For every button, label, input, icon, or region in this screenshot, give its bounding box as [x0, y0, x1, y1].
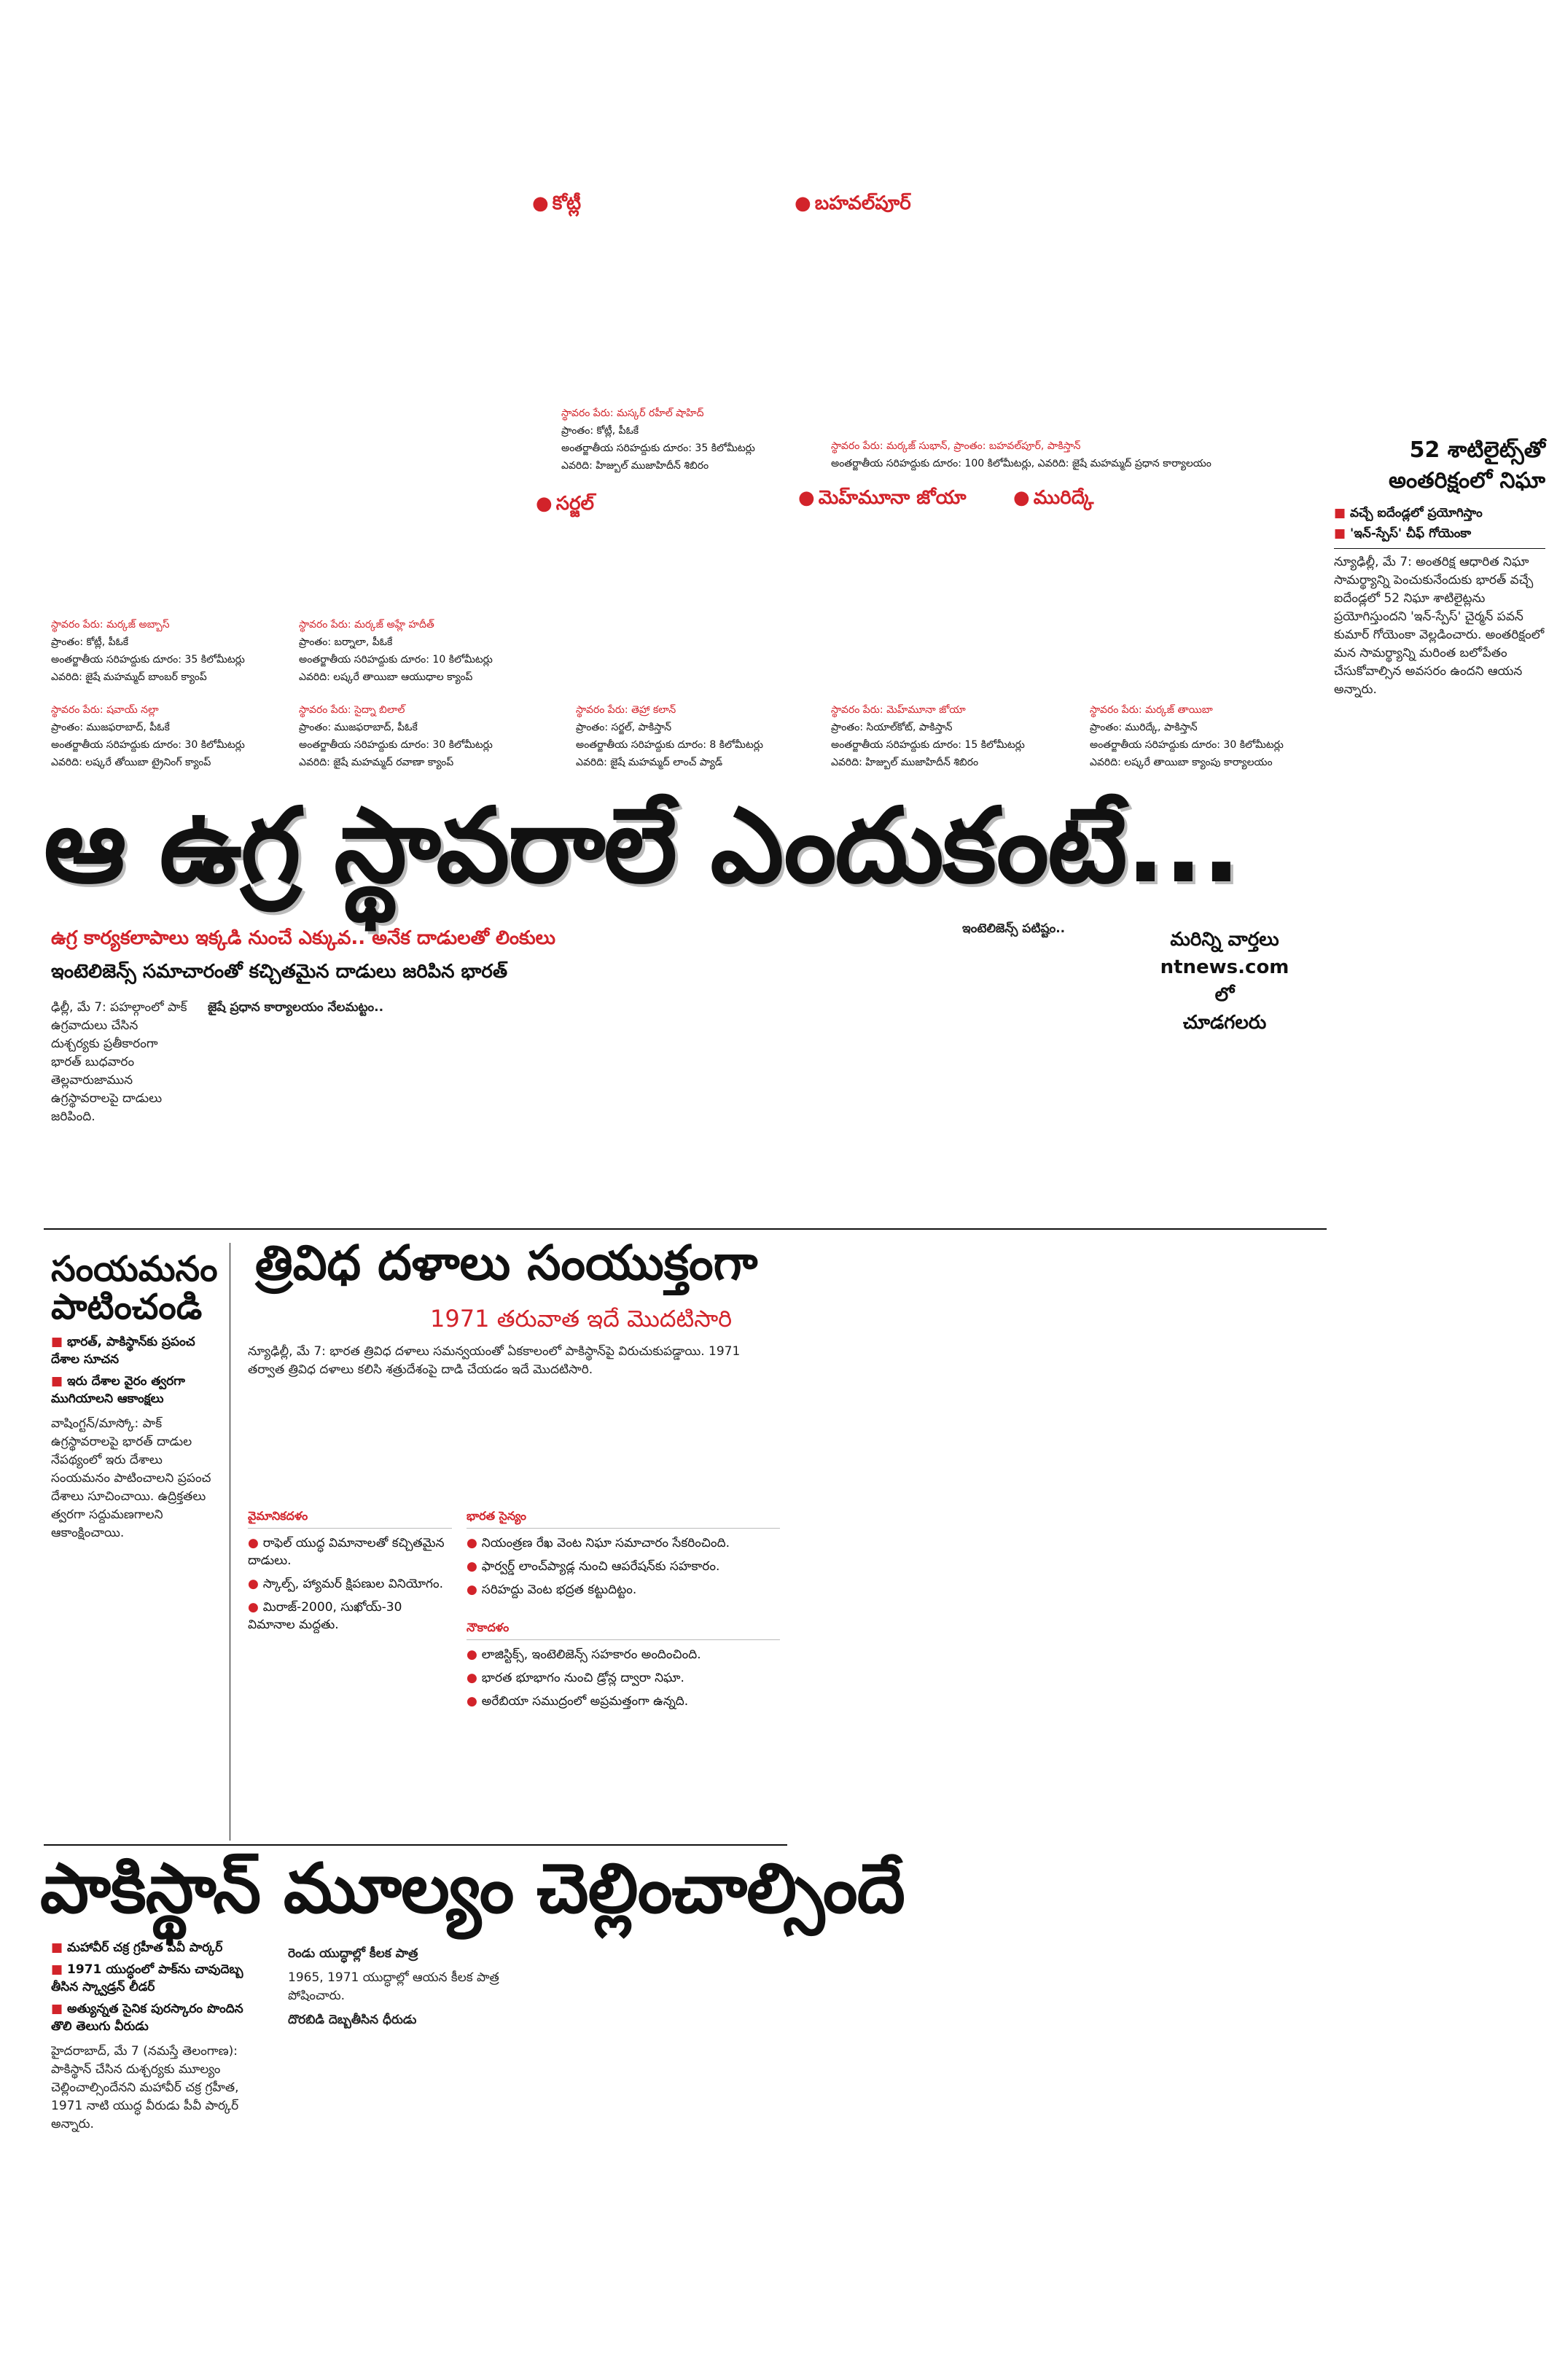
info-line: ప్రాంతం: కోట్లీ, పీఓకే: [561, 425, 639, 437]
info-line: ఎవరిది: లష్కరే తోయిబా ట్రైనింగ్ క్యాంప్: [51, 757, 211, 768]
main-body-col4: [590, 999, 769, 1217]
main-body-col3: [401, 999, 576, 1217]
info-line: ఎవరిది: లష్కరే తాయిబా క్యాంపు కార్యాలయం: [1090, 757, 1273, 768]
pak-price-body2: 1965, 1971 యుద్ధాల్లో ఆయన కీలక పాత్ర పోషించారు.: [288, 1970, 499, 2003]
bullet-icon: ●: [467, 1694, 482, 1709]
pak-price-headline: పాకిస్థాన్ మూల్యం చెల్లించాల్సిందే: [40, 1849, 905, 1929]
main-body-col2-wrap: [208, 999, 390, 1217]
bullet-text: 'ఇన్-స్పేస్' చీఫ్ గోయెంకా: [1349, 526, 1472, 541]
info-line: స్థావరం పేరు: మెహ్‌మూనా జోయా: [831, 704, 966, 716]
army-item: [467, 1581, 780, 1599]
restraint-title-line2: పాటించండి: [51, 1287, 203, 1327]
info-line: అంతర్జాతీయ సరిహద్దుకు దూరం: 35 కిలోమీటర్లు: [561, 442, 755, 454]
pak-price-subhead-2: రెండు యుద్ధాల్లో కీలక పాత్ర: [288, 1946, 418, 1961]
map-place-mehmoona: [798, 487, 967, 513]
bullet-text: వచ్చే ఐదేండ్లలో ప్రయోగిస్తాం: [1349, 506, 1483, 520]
info-block-r2c5: [1090, 701, 1330, 771]
map-place-label: కోట్లీ: [552, 192, 582, 214]
info-line: స్థావరం పేరు: షవాయ్ నల్లా: [51, 704, 159, 716]
pak-price-bullet: [51, 2000, 262, 2035]
info-block-r2c1: [51, 701, 292, 771]
army-item: [467, 1558, 780, 1575]
restraint-bullet: [51, 1373, 219, 1408]
satellite-title-line1: 52 శాటిలైట్స్‌తో: [1409, 437, 1545, 463]
restraint-story: [51, 1250, 219, 1940]
item-text: స్కాల్ప్, హ్యామర్ క్షిపణుల వినియోగం.: [262, 1577, 443, 1591]
info-line: స్థావరం పేరు: మర్కజ్ అహ్లే హదీత్: [299, 619, 434, 631]
info-line: అంతర్జాతీయ సరిహద్దుకు దూరం: 8 కిలోమీటర్లు: [576, 739, 763, 751]
map-place-label: మెహ్‌మూనా జోయా: [818, 487, 967, 509]
army-label: భారత సైన్యం: [467, 1509, 780, 1529]
info-line: ప్రాంతం: బర్నాలా, పీఓకే: [299, 636, 393, 648]
item-text: లాజిస్టిక్స్, ఇంటెలిజెన్స్ సహకారం అందించింది.: [481, 1647, 701, 1662]
pak-price-col2: [288, 1939, 528, 2347]
info-line: అంతర్జాతీయ సరిహద్దుకు దూరం: 35 కిలోమీటర్లు: [51, 654, 245, 666]
air-force-item: [248, 1575, 452, 1593]
info-line: స్థావరం పేరు: మస్కర్ రహీల్ షాహిద్: [561, 407, 704, 419]
info-line: అంతర్జాతీయ సరిహద్దుకు దూరం: 30 కిలోమీటర్లు: [51, 739, 245, 751]
main-body-col5: [780, 920, 948, 1219]
info-line: ఎవరిది: జైషే మహమ్మద్ లాంచ్ ప్యాడ్: [576, 757, 723, 768]
bullet-icon: ●: [467, 1583, 482, 1597]
map-place-label: మురిద్కే: [1033, 487, 1094, 509]
main-subheadline-1: ఉగ్ర కార్యకలాపాలు ఇక్కడి నుంచే ఎక్కువ.. అనేక దాడులతో లింకులు: [51, 927, 556, 949]
item-text: భారత భూభాగం నుంచి డ్రోన్ల ద్వారా నిఘా.: [481, 1671, 684, 1685]
restraint-title-line1: సంయమనం: [51, 1249, 218, 1290]
bullet-text: మహావీర్ చక్ర గ్రహీత పీవీ పార్కర్: [66, 1940, 223, 1955]
restraint-body: వాషింగ్టన్/మాస్కో: పాక్ ఉగ్రస్థావరాలపై భారత్ దాడుల నేపథ్యంలో ఇరు దేశాలు సంయమనం పాటించాలని ప్రపంచ దేశాలు సూచించాయి. ఉద్రిక్తతలు త్వరగా సద్దుమణగాలని ఆకాంక్షించాయి.: [51, 1416, 211, 1540]
item-text: రాఫెల్ యుద్ధ విమానాలతో కచ్చితమైన దాడులు.: [248, 1536, 445, 1568]
more-news-link[interactable]: ntnews.com లో: [1160, 956, 1289, 1006]
pak-price-bullet: [51, 1939, 262, 1956]
navy-item: [467, 1669, 780, 1687]
pak-price-col3: [543, 1939, 787, 2347]
map-place-bahawalpur: [795, 192, 911, 219]
forces-headline: త్రివిధ దళాలు సంయుక్తంగా: [255, 1235, 758, 1291]
info-line: స్థావరం పేరు: మర్కజ్ సుభాన్, ప్రాంతం: బహవల్‌పూర్, పాకిస్తాన్: [831, 440, 1081, 452]
army-item: [467, 1534, 780, 1552]
main-headline: ఆ ఉగ్ర స్థావరాలే ఎందుకంటే...: [44, 786, 1240, 906]
divider: [1334, 548, 1545, 549]
bullet-icon: ●: [467, 1647, 482, 1662]
map-dot-icon: ●: [532, 192, 549, 214]
item-text: సరిహద్దు వెంట భద్రత కట్టుదిట్టం.: [481, 1583, 637, 1597]
satellite-story: [1334, 437, 1545, 1020]
bullet-text: ఇరు దేశాల వైరం త్వరగా ముగియాలని ఆకాంక్షలు: [51, 1374, 185, 1406]
info-line: అంతర్జాతీయ సరిహద్దుకు దూరం: 100 కిలోమీటర్లు, ఎవరిది: జైషే మహమ్మద్ ప్రధాన కార్యాలయం: [831, 458, 1211, 469]
info-block-top-kotli: [561, 405, 838, 475]
info-line: స్థావరం పేరు: సైద్నా బిలాల్: [299, 704, 405, 716]
navy-item: [467, 1646, 780, 1663]
info-line: ఎవరిది: హిజ్బుల్ ముజాహిదీన్ శిబిరం: [561, 460, 709, 472]
air-force-box: [248, 1509, 452, 1634]
info-line: స్థావరం పేరు: మర్కజ్ తాయిబా: [1090, 704, 1213, 716]
info-line: ప్రాంతం: ముజఫరాబాద్, పీఓకే: [299, 722, 418, 733]
main-body-col6-wrap: [962, 920, 1137, 1219]
map-place-kotli: [532, 192, 581, 219]
info-line: అంతర్జాతీయ సరిహద్దుకు దూరం: 10 కిలోమీటర్లు: [299, 654, 493, 666]
air-force-item: [248, 1534, 452, 1569]
info-line: అంతర్జాతీయ సరిహద్దుకు దూరం: 30 కిలోమీటర్లు: [299, 739, 493, 751]
info-block-r2c4: [831, 701, 1072, 771]
satellite-title-line2: అంతరిక్షంలో నిఘా: [1389, 468, 1545, 493]
item-text: మిరాజ్-2000, సుఖోయ్-30 విమానాల మద్దతు.: [248, 1600, 402, 1632]
map-place-sialkot: [536, 493, 594, 519]
main-body-col1: ఢిల్లీ, మే 7: పహల్గాంలో పాక్ ఉగ్రవాదులు చేసిన దుశ్చర్యకు ప్రతీకారంగా భారత్ బుధవారం తెల్లవారుజామున ఉగ్రస్థావరాలపై దాడులు జరిపింది.: [51, 1000, 187, 1124]
info-line: ఎవరిది: జైషే మహమ్మద్ బాంబర్ క్యాంప్: [51, 671, 207, 683]
map-place-muridke: [1013, 487, 1093, 513]
item-text: ఫార్వర్డ్ లాంచ్‌ప్యాడ్ల నుంచి ఆపరేషన్‌కు సహకారం.: [481, 1559, 720, 1574]
info-block-top-bahawalpur: [831, 437, 1327, 472]
map-dot-icon: ●: [536, 493, 553, 515]
item-text: నియంత్రణ రేఖ వెంట నిఘా సమాచారం సేకరించింది.: [481, 1536, 730, 1550]
info-line: అంతర్జాతీయ సరిహద్దుకు దూరం: 15 కిలోమీటర్లు: [831, 739, 1025, 751]
item-text: అరేబియా సముద్రంలో అప్రమత్తంగా ఉన్నది.: [481, 1694, 689, 1709]
section-divider: [44, 1228, 1327, 1230]
info-line: ప్రాంతం: సియాల్‌కోట్, పాకిస్తాన్: [831, 722, 953, 733]
pak-price-bullet: [51, 1961, 262, 1996]
bullet-icon: ■: [51, 1940, 67, 1955]
bullet-text: భారత్, పాకిస్థాన్‌కు ప్రపంచ దేశాల సూచన: [51, 1335, 195, 1367]
air-force-label: వైమానికదళం: [248, 1509, 452, 1529]
bullet-icon: ●: [467, 1671, 482, 1685]
army-box: [467, 1509, 780, 1710]
more-news-line1: మరిన్ని వార్తలు: [1170, 929, 1279, 951]
pak-price-body1: హైదరాబాద్, మే 7 (నమస్తే తెలంగాణ): పాకిస్థాన్ చేసిన దుశ్చర్యకు మూల్యం చెల్లించాల్సిందేనని మహావీర్ చక్ర గ్రహీత, 1971 నాటి యుద్ధ వీరుడు పీవీ పార్కర్ అన్నారు.: [51, 2044, 239, 2131]
pak-price-bullets: [51, 1939, 262, 2334]
forces-intro: న్యూఢిల్లీ, మే 7: భారత త్రివిధ దళాలు సమన్వయంతో ఏకకాలంలో పాకిస్థాన్‌పై విరుచుకుపడ్డాయి. 1971 తర్వాత త్రివిధ దళాలు కలిసి శత్రుదేశంపై దాడి చేయడం ఇదే మొదటిసారి.: [248, 1344, 741, 1377]
map-place-label: బహవల్‌పూర్: [814, 192, 911, 214]
bullet-icon: ●: [248, 1577, 263, 1591]
info-line: ప్రాంతం: సర్జల్, పాకిస్తాన్: [576, 722, 672, 733]
map-dot-icon: ●: [795, 192, 811, 214]
info-block-r2c3: [576, 701, 824, 771]
bullet-text: 1971 యుద్ధంలో పాక్‌ను చావుదెబ్బ తీసిన స్క్వాడ్రన్ లీడర్: [51, 1962, 243, 1994]
main-subheadline-2: ఇంటెలిజెన్స్ సమాచారంతో కచ్చితమైన దాడులు జరిపిన భారత్: [51, 961, 508, 983]
info-line: ఎవరిది: లష్కరే తాయిబా ఆయుధాల క్యాంప్: [299, 671, 473, 683]
bullet-icon: ●: [248, 1600, 263, 1615]
info-block-r1c1: [51, 616, 292, 686]
map-place-label: సర్జల్: [555, 493, 594, 515]
forces-subheadline: 1971 తరువాత ఇదే మొదటిసారి: [430, 1305, 733, 1333]
info-line: స్థావరం పేరు: మర్కజ్ అబ్బాస్: [51, 619, 170, 631]
bullet-icon: ■: [51, 1374, 67, 1389]
bullet-icon: ■: [51, 2002, 67, 2016]
main-body-intel-subhead: ఇంటెలిజెన్స్ పటిష్టం..: [962, 921, 1066, 936]
info-line: ఎవరిది: జైషే మహమ్మద్ రవాణా క్యాంప్: [299, 757, 454, 768]
bullet-icon: ■: [1334, 526, 1350, 541]
navy-item: [467, 1693, 780, 1710]
info-block-r2c2: [299, 701, 547, 771]
bullet-icon: ●: [467, 1536, 482, 1550]
map-dot-icon: ●: [798, 487, 815, 509]
more-news-box: [1152, 926, 1298, 1037]
section-divider: [44, 1844, 787, 1846]
info-line: ప్రాంతం: కోట్లీ, పీఓకే: [51, 636, 129, 648]
info-line: ప్రాంతం: ముజఫరాబాద్, పీఓకే: [51, 722, 170, 733]
more-news-line3: చూడగలరు: [1182, 1012, 1267, 1034]
info-line: అంతర్జాతీయ సరిహద్దుకు దూరం: 30 కిలోమీటర్లు: [1090, 739, 1284, 751]
satellite-body: న్యూఢిల్లీ, మే 7: అంతరిక్ష ఆధారిత నిఘా సామర్థ్యాన్ని పెంచుకునేందుకు భారత్ వచ్చే ఐదేండ్లలో 52 నిఘా శాటిలైట్లను ప్రయోగిస్తుందని 'ఇన్-స్పేస్' చైర్మన్ పవన్ కుమార్ గోయెంకా వెల్లడించారు. అంతరిక్షంలో మన సామర్థ్యాన్ని మరింత బలోపేతం చేసుకోవాల్సిన అవసరం ఉందని ఆయన అన్నారు.: [1334, 555, 1545, 697]
main-body-col2-subhead: జైషే ప్రధాన కార్యాలయం నేలమట్టం..: [208, 1000, 384, 1015]
navy-label: నౌకాదళం: [467, 1620, 780, 1640]
info-line: ప్రాంతం: మురిద్కే, పాకిస్తాన్: [1090, 722, 1198, 733]
satellite-bullet: [1334, 525, 1545, 542]
bullet-icon: ■: [1334, 506, 1350, 520]
bullet-icon: ●: [248, 1536, 263, 1550]
bullet-icon: ■: [51, 1962, 67, 1977]
bullet-icon: ■: [51, 1335, 67, 1349]
info-line: స్థావరం పేరు: తెహ్రా కలాన్: [576, 704, 676, 716]
map-dot-icon: ●: [1013, 487, 1030, 509]
air-force-item: [248, 1599, 452, 1634]
restraint-bullet: [51, 1333, 219, 1368]
satellite-bullet: [1334, 504, 1545, 522]
bullet-text: అత్యున్నత సైనిక పురస్కారం పొందిన తొలి తెలుగు వీరుడు: [51, 2002, 243, 2034]
bullet-icon: ●: [467, 1559, 482, 1574]
pak-price-subhead-3: దొరబిడి దెబ్బతీసిన ధీరుడు: [288, 2013, 417, 2027]
info-block-r1c2: [299, 616, 547, 686]
info-line: ఎవరిది: హిజ్బుల్ ముజాహిదీన్ శిబిరం: [831, 757, 979, 768]
